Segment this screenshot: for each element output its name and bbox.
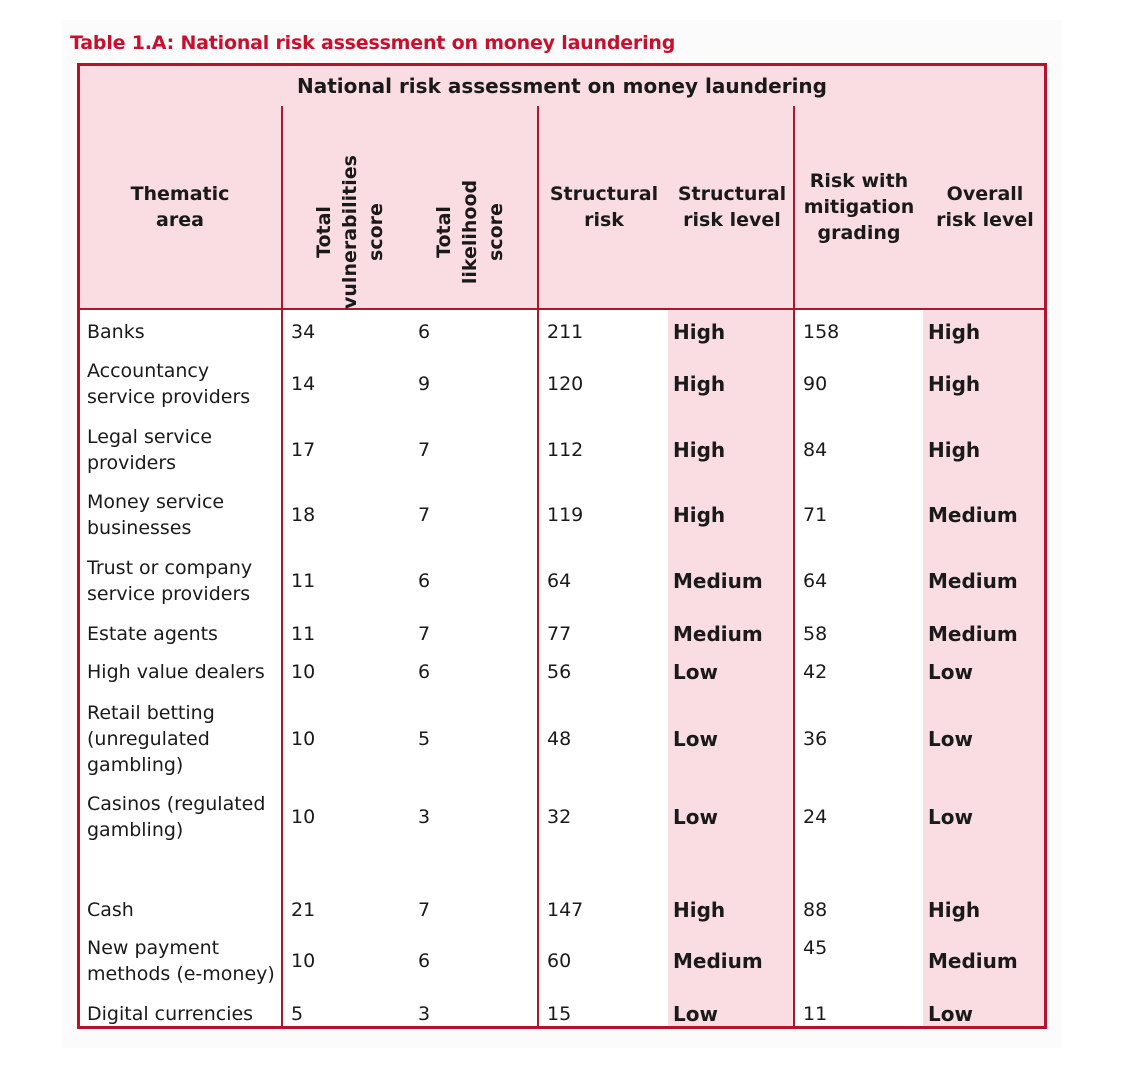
table-row-cell-area: Banks [87, 321, 145, 343]
table-row-cell-structural-risk-level: Medium [673, 569, 763, 593]
table-row-cell-area: Estate agents [87, 623, 218, 645]
table-row-cell-structural-risk: 64 [547, 570, 572, 592]
table-row-cell-mitigation-grading: 90 [803, 373, 828, 395]
table-row-cell-mitigation-grading: 45 [803, 937, 828, 959]
table-row-cell-structural-risk-level: High [673, 320, 726, 344]
table-caption: Table 1.A: National risk assessment on money laundering [70, 32, 676, 54]
table-row-cell-structural-risk: 120 [547, 373, 584, 395]
table-row-cell-vulnerabilities: 17 [291, 439, 316, 461]
table-row-cell-structural-risk-level: Low [673, 727, 718, 751]
table-row-cell-overall-risk-level: Low [928, 727, 973, 751]
header-thematic-area: Thematic area [130, 183, 230, 231]
table-row-cell-structural-risk: 147 [547, 899, 584, 921]
table-row-cell-area: Trust or company service providers [87, 557, 253, 605]
table-row-cell-likelihood: 3 [418, 806, 431, 828]
table-row-cell-area: Digital currencies [87, 1003, 254, 1025]
table-row-cell-overall-risk-level: High [928, 438, 981, 462]
table-row-cell-area: Legal service providers [87, 426, 213, 474]
table-row-cell-mitigation-grading: 36 [803, 728, 828, 750]
table-row-cell-overall-risk-level: High [928, 320, 981, 344]
header-risk-with-mitigation-grading: Risk with mitigation grading [803, 170, 915, 244]
column-divider [281, 106, 283, 1026]
column-divider [537, 106, 539, 1026]
table-row-cell-vulnerabilities: 18 [291, 504, 316, 526]
header-overall-risk-level: Overall risk level [936, 183, 1034, 231]
table-row-cell-structural-risk-level: Low [673, 1002, 718, 1026]
table-row-cell-vulnerabilities: 5 [291, 1003, 304, 1025]
table-row-cell-structural-risk: 56 [547, 661, 572, 683]
table-row-cell-likelihood: 7 [418, 504, 431, 526]
table-row-cell-structural-risk-level: Low [673, 660, 718, 684]
header-total-vulnerabilities-score: Total vulnerabilities score [313, 155, 387, 309]
table-row-cell-area: High value dealers [87, 661, 265, 683]
table-row-cell-likelihood: 3 [418, 1003, 431, 1025]
table-row-cell-vulnerabilities: 11 [291, 623, 316, 645]
table-row-cell-area: New payment methods (e-money) [87, 937, 275, 985]
table-row-cell-structural-risk-level: Medium [673, 622, 763, 646]
header-total-likelihood-score: Total likelihood score [433, 179, 507, 285]
table-row-cell-mitigation-grading: 71 [803, 504, 828, 526]
table-row-cell-likelihood: 9 [418, 373, 431, 395]
table-row-cell-likelihood: 6 [418, 661, 431, 683]
table-row-cell-likelihood: 6 [418, 950, 431, 972]
table-row-cell-structural-risk-level: Medium [673, 949, 763, 973]
table-row-cell-area: Cash [87, 899, 134, 921]
table-row-cell-mitigation-grading: 42 [803, 661, 828, 683]
table-row-cell-structural-risk: 15 [547, 1003, 572, 1025]
table-row-cell-overall-risk-level: High [928, 898, 981, 922]
table-row-cell-vulnerabilities: 10 [291, 728, 316, 750]
header-divider [80, 308, 1044, 310]
table-title: National risk assessment on money laundering [297, 74, 827, 98]
table-row-cell-mitigation-grading: 24 [803, 806, 828, 828]
table-row-cell-structural-risk: 32 [547, 806, 572, 828]
table-row-cell-structural-risk: 48 [547, 728, 572, 750]
table-row-cell-mitigation-grading: 158 [803, 321, 840, 343]
table-row-cell-mitigation-grading: 58 [803, 623, 828, 645]
table-row-cell-mitigation-grading: 64 [803, 570, 828, 592]
table-row-cell-likelihood: 6 [418, 570, 431, 592]
table-row-cell-overall-risk-level: Low [928, 1002, 973, 1026]
table-row-cell-overall-risk-level: Low [928, 660, 973, 684]
table-row-cell-mitigation-grading: 84 [803, 439, 828, 461]
table-row-cell-likelihood: 7 [418, 439, 431, 461]
table-row-cell-vulnerabilities: 14 [291, 373, 316, 395]
table-row-cell-vulnerabilities: 10 [291, 806, 316, 828]
table-row-cell-vulnerabilities: 21 [291, 899, 316, 921]
risk-table [77, 63, 1047, 1029]
table-row-cell-vulnerabilities: 11 [291, 570, 316, 592]
table-row-cell-likelihood: 7 [418, 899, 431, 921]
table-row-cell-structural-risk-level: Low [673, 805, 718, 829]
header-structural-risk-level: Structural risk level [677, 183, 787, 231]
table-row-cell-structural-risk-level: High [673, 503, 726, 527]
table-row-cell-likelihood: 6 [418, 321, 431, 343]
table-row-cell-likelihood: 7 [418, 623, 431, 645]
table-row-cell-mitigation-grading: 88 [803, 899, 828, 921]
table-row-cell-structural-risk-level: High [673, 898, 726, 922]
table-row-cell-overall-risk-level: Medium [928, 569, 1018, 593]
table-row-cell-structural-risk: 119 [547, 504, 584, 526]
table-row-cell-area: Retail betting (unregulated gambling) [87, 702, 215, 776]
table-row-cell-structural-risk: 77 [547, 623, 572, 645]
table-row-cell-vulnerabilities: 34 [291, 321, 316, 343]
table-row-cell-overall-risk-level: Medium [928, 622, 1018, 646]
table-row-cell-area: Money service businesses [87, 491, 225, 539]
table-row-cell-structural-risk-level: High [673, 372, 726, 396]
table-row-cell-area: Casinos (regulated gambling) [87, 793, 266, 841]
table-row-cell-structural-risk-level: High [673, 438, 726, 462]
table-row-cell-area: Accountancy service providers [87, 360, 251, 408]
table-row-cell-vulnerabilities: 10 [291, 661, 316, 683]
table-row-cell-overall-risk-level: Low [928, 805, 973, 829]
table-row-cell-structural-risk: 211 [547, 321, 584, 343]
table-row-cell-overall-risk-level: High [928, 372, 981, 396]
table-row-cell-structural-risk: 112 [547, 439, 584, 461]
table-row-cell-overall-risk-level: Medium [928, 503, 1018, 527]
table-row-cell-vulnerabilities: 10 [291, 950, 316, 972]
header-structural-risk: Structural risk [549, 183, 659, 231]
table-row-cell-overall-risk-level: Medium [928, 949, 1018, 973]
column-divider [793, 106, 795, 1026]
table-row-cell-structural-risk: 60 [547, 950, 572, 972]
table-row-cell-mitigation-grading: 11 [803, 1003, 828, 1025]
table-row-cell-likelihood: 5 [418, 728, 431, 750]
